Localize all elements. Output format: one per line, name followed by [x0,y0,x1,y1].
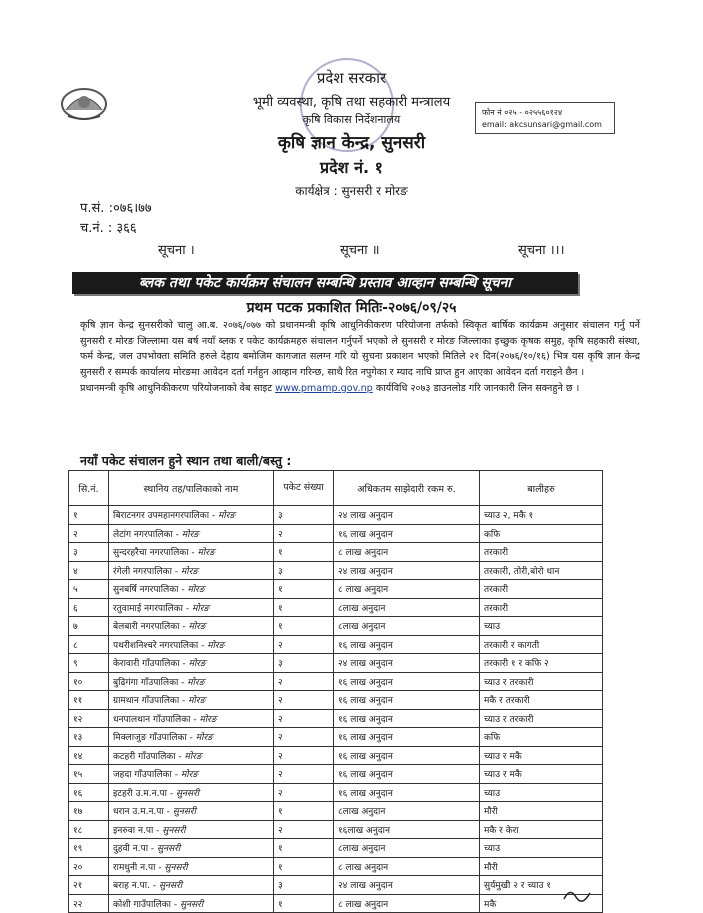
cell-sn: ३ [69,543,109,562]
cell-amount: ८ लाख अनुदान [334,543,480,562]
cell-name [109,617,274,636]
district-name: सुनसरी [172,807,196,818]
cell-count: ३ [274,654,334,673]
cell-amount: २४ लाख अनुदान [334,506,480,525]
header-office-name: कृषि ज्ञान केन्द्र, सुनसरी [277,133,426,153]
cell-crops: तरकारी [480,598,603,617]
table-row [69,876,603,895]
phone-text: फोन नं ०२५ - ०२५५६०१२४ [482,108,563,117]
table-row [69,839,603,858]
district-name: मोरङ [188,659,206,670]
cell-amount: १६ लाख अनुदान [334,783,480,802]
cell-name [109,691,274,710]
cell-name [109,580,274,599]
cell-sn: १० [69,672,109,691]
table-row [69,561,603,580]
table-row [69,802,603,821]
cell-sn: २ [69,524,109,543]
cell-count: १ [274,598,334,617]
municipality-name: सुन्दरहरैचा नगरपालिका [113,548,189,559]
table-row [69,543,603,562]
cell-sn: २० [69,857,109,876]
col-header-sn: सि.नं. [69,471,109,506]
cell-count: १ [274,802,334,821]
cell-count: ३ [274,876,334,895]
name-separator: - [163,807,173,818]
name-separator: - [172,529,182,540]
cell-count: ३ [274,506,334,525]
contact-box [475,102,615,134]
district-name: मोरङ [218,511,236,522]
cell-count: २ [274,820,334,839]
section-title: नयाँ पकेट संचालन हुने स्थान तथा बाली/बस्तु : [80,453,292,468]
name-separator: - [183,603,192,614]
table-row [69,765,603,784]
table-header-row [69,471,603,506]
table-row [69,728,603,747]
cell-crops: च्याउ [480,617,603,636]
cell-amount: १६ लाख अनुदान [334,524,480,543]
cell-amount: १६लाख अनुदान [334,820,480,839]
header-province: प्रदेश नं. १ [320,158,383,177]
municipality-name: कोशी गाउँपालिका [113,899,172,910]
publication-date: प्रथम पटक प्रकाशित मितिः-२०७६/०९/२५ [246,300,457,316]
cell-count: २ [274,672,334,691]
cell-count: २ [274,783,334,802]
cell-crops: मौरी [480,802,603,821]
table-row [69,617,603,636]
cell-crops: मौरी [480,857,603,876]
municipality-name: कटहरी गाँउपालिका [113,751,176,762]
district-name: मोरङ [197,548,215,559]
district-name: सुनसरी [162,825,186,836]
cell-name [109,765,274,784]
cell-amount: ८ लाख अनुदान [334,580,480,599]
col-header-name: स्थानिय तह/पालिकाको नाम [109,471,274,506]
district-name: मोरङ [184,751,202,762]
cell-crops: तरकारी [480,543,603,562]
name-separator: - [175,751,185,762]
website-intro: प्रधानमन्त्री कृषि आधुनिकीकरण परियोजनाको वेब साइट [80,382,273,394]
municipality-name: सुनबर्षि नगरपालिका [113,585,179,596]
website-link[interactable]: www.pmamp.gov.np [275,382,373,394]
cell-name [109,876,274,895]
cell-count: १ [274,543,334,562]
cell-sn: ५ [69,580,109,599]
table-row [69,857,603,876]
table-row [69,524,603,543]
table-row [69,783,603,802]
name-separator: - [179,696,189,707]
cell-name [109,672,274,691]
cell-sn: ६ [69,598,109,617]
cell-crops: कफि [480,524,603,543]
cell-sn: १ [69,506,109,525]
municipality-name: ग्रामथान गाँउपालिका [113,696,180,707]
cell-name [109,561,274,580]
municipality-name: रतुवामाई नगरपालिका [113,603,184,614]
cell-crops: मकै र तरकारी [480,691,603,710]
municipality-name: मिक्लाजुङ गाँउपालिका [113,733,187,744]
notice-label-1: सूचना । [158,243,195,258]
cell-name [109,506,274,525]
cell-crops: मकै [480,894,603,913]
cell-count: १ [274,580,334,599]
cell-crops: च्याउ र तरकारी [480,672,603,691]
district-name: मोरङ [180,566,199,577]
cell-name [109,802,274,821]
header-work-area: कार्यक्षेत्र : सुनसरी र मोरङ [295,184,408,198]
cell-sn: १६ [69,783,109,802]
cell-amount: ८लाख अनुदान [334,598,480,617]
cell-sn: १४ [69,746,109,765]
cell-count: १ [274,839,334,858]
cell-sn: १९ [69,839,109,858]
cell-count: १ [274,857,334,876]
cell-count: २ [274,728,334,747]
name-separator: - [178,585,188,596]
cell-amount: ८ लाख अनुदान [334,857,480,876]
cell-name [109,709,274,728]
signature-mark [560,885,600,905]
cell-crops: च्याउ र मकै [480,746,603,765]
cell-count: ३ [274,561,334,580]
col-header-count: पकेट संख्या [274,471,334,506]
cell-sn: १२ [69,709,109,728]
district-name: सुनसरी [157,844,181,855]
cell-crops: च्याउ र तरकारी [480,709,603,728]
cell-crops: सुर्यमुखी २ र च्याउ १ [480,876,603,895]
cell-sn: ७ [69,617,109,636]
cell-crops: च्याउ [480,839,603,858]
district-name: मोरङ [192,603,210,614]
cell-sn: १८ [69,820,109,839]
chalani-number: च.नं. : ३६६ [80,221,137,236]
name-separator: - [209,511,219,522]
name-separator: - [178,677,188,688]
table-row [69,709,603,728]
cell-amount: १६ लाख अनुदान [334,672,480,691]
cell-sn: १५ [69,765,109,784]
cell-count: १ [274,617,334,636]
cell-crops: मकै र केरा [480,820,603,839]
name-separator: - [166,788,176,799]
district-name: मोरङ [195,733,213,744]
name-separator: - [148,844,158,855]
cell-sn: १३ [69,728,109,747]
notice-label-2: सूचना ॥ [340,243,380,258]
municipality-name: रंगेली नगरपालिका [113,566,172,577]
table-row [69,691,603,710]
district-name: मोरङ [188,622,206,633]
cell-amount: २४ लाख अनुदान [334,876,480,895]
paragraph-main: कृषि ज्ञान केन्द्र सुनसरीको चालु आ.ब. २०७६/०७७ को प्रधानमन्त्री कृषि आधुनिकीकरण परियोजना तर्फको स्विकृत बार्षिक कार्यक्रम अनुसार संचालन गर्नु पर्ने सुनसरी र मोरङ जिल्लामा यस बर्ष नयाँ ब्लक र पकेट कार्यक्रमहरु संचालन गर्नुपर्ने भएको ले सुनसरी र मोरङ जिल्लाका इच्छुक कृषक समुह, कृषि सहकारी संस्था, फर्म केन्द्र, जल उपभोक्ता समिति हरुले देहाय बमोजिम कागजात सलग्न गरि यो सुचना प्रकाशन भएको मितिले २१ दिन(२०७६/१०/१६) भित्र यस कृषि ज्ञान केन्द्र सुनसरी र सम्पर्क कार्यालय मोरङमा आवेदन दर्ता गर्नहुन आव्हान गरिन्छ, साथै रित नपुगेका र म्याद नाघि प्राप्त हुन आएका आवेदन दर्ता गराइने छैन । [80,320,640,379]
name-separator: - [179,622,189,633]
district-name: मोरङ [187,677,205,688]
cell-amount: ८लाख अनुदान [334,802,480,821]
cell-crops: च्याउ [480,783,603,802]
email-text: email: akcsunsari@gmail.com [482,120,602,129]
cell-amount: ८ लाख अनुदान [334,894,480,913]
header-directorate: कृषि विकास निर्देशनालय [302,113,401,126]
cell-count: २ [274,709,334,728]
district-name: सुनसरी [180,899,204,910]
cell-amount: ८लाख अनुदान [334,617,480,636]
cell-name [109,783,274,802]
table-row [69,746,603,765]
cell-sn: १७ [69,802,109,821]
district-name: मोरङ [199,714,217,725]
cell-count: २ [274,524,334,543]
col-header-crops: बालीहरु [480,471,603,506]
district-name: मोरङ [188,696,206,707]
cell-amount: १६ लाख अनुदान [334,691,480,710]
cell-crops: तरकारी १ र कफि २ [480,654,603,673]
name-separator: - [153,825,163,836]
cell-crops: च्याउ र मकै [480,765,603,784]
cell-count: २ [274,635,334,654]
name-separator: - [186,733,196,744]
notice-body [80,318,640,397]
table-row [69,820,603,839]
cell-sn: ८ [69,635,109,654]
name-separator: - [179,659,189,670]
table-row [69,635,603,654]
municipality-name: धरान उ.म.न.पा [113,807,164,818]
cell-amount: ८लाख अनुदान [334,839,480,858]
district-name: सुनसरी [175,788,200,799]
district-name: मोरङ [180,770,199,781]
cell-name [109,543,274,562]
municipality-name: जहदा गाँउपालिका [113,770,172,781]
cell-sn: ४ [69,561,109,580]
header-line-1: प्रदेश सरकार [316,69,387,87]
name-separator: - [188,548,198,559]
cell-name [109,857,274,876]
header-ministry: भूमी व्यवस्था, कृषि तथा सहकारी मन्त्रालय [252,95,451,110]
patra-sankhya: प.सं. :०७६।७७ [80,201,152,216]
municipality-name: बेलबारी नगरपालिका [113,622,180,633]
cell-count: २ [274,691,334,710]
table-row [69,672,603,691]
cell-amount: १६ लाख अनुदान [334,728,480,747]
notice-label-3: सूचना ।।। [518,243,565,258]
name-separator: - [171,566,181,577]
cell-crops: कफि [480,728,603,747]
name-separator: - [198,640,208,651]
cell-sn: २२ [69,894,109,913]
cell-amount: २४ लाख अनुदान [334,654,480,673]
cell-sn: ९ [69,654,109,673]
name-separator: - [190,714,200,725]
municipality-name: रामधुनी न.पा [113,862,156,873]
municipality-name: इटहरी उ.म.न.पा [113,788,167,799]
cell-sn: ११ [69,691,109,710]
pocket-table [68,470,603,913]
municipality-name: बुढिगंगा गाँउपालिका [113,677,179,688]
municipality-name: दुहवी न.पा [113,844,149,855]
cell-crops: च्याउ २, मकै १ [480,506,603,525]
cell-amount: १६ लाख अनुदान [334,746,480,765]
municipality-name: बिराटनगर उपमहानगरपालिका [113,511,210,522]
municipality-name: पथरीशनिश्चरे नगरपालिका [113,640,199,651]
cell-amount: १६ लाख अनुदान [334,635,480,654]
cell-count: १ [274,894,334,913]
district-name: मोरङ [181,529,199,540]
paragraph-website [80,381,640,397]
municipality-name: इनरुवा न.पा [113,825,154,836]
district-name: सुनसरी [164,862,188,873]
municipality-name: धनपालथान गाँउपालिका [113,714,191,725]
municipality-name: लेटांग नगरपालिका [113,529,173,540]
col-header-amount: अधिकतम साझेदारी रकम रु. [334,471,480,506]
municipality-name: केरावारी गाँउपालिका [113,659,180,670]
cell-name [109,728,274,747]
district-name: मोरङ [207,640,225,651]
cell-sn: २१ [69,876,109,895]
table-row [69,598,603,617]
cell-amount: २४ लाख अनुदान [334,561,480,580]
cell-amount: १६ लाख अनुदान [334,709,480,728]
cell-name [109,746,274,765]
district-name: सुनसरी [158,881,183,892]
cell-name [109,820,274,839]
cell-name [109,598,274,617]
table-row [69,506,603,525]
name-separator: - [155,862,165,873]
website-outro: कार्यविधि २०७३ डाउनलोड गरि जानकारी लिन सक्नहुने छ । [375,382,580,394]
cell-count: २ [274,746,334,765]
cell-crops: तरकारी, तोरी,बोरो धान [480,561,603,580]
district-name: मोरङ [187,585,205,596]
notice-banner-title: ब्लक तथा पकेट कार्यक्रम संचालन सम्बन्धि प्रस्ताव आव्हान सम्बन्धि सूचना [72,272,578,294]
cell-amount: १६ लाख अनुदान [334,765,480,784]
cell-crops: तरकारी [480,580,603,599]
municipality-name: बराह न.पा. [113,881,150,892]
cell-name [109,635,274,654]
table-row [69,580,603,599]
name-separator: - [149,881,159,892]
name-separator: - [171,899,180,910]
cell-name [109,654,274,673]
cell-crops: तरकारी र कागती [480,635,603,654]
cell-name [109,839,274,858]
cell-count: २ [274,765,334,784]
table-row [69,654,603,673]
cell-name [109,524,274,543]
name-separator: - [171,770,181,781]
